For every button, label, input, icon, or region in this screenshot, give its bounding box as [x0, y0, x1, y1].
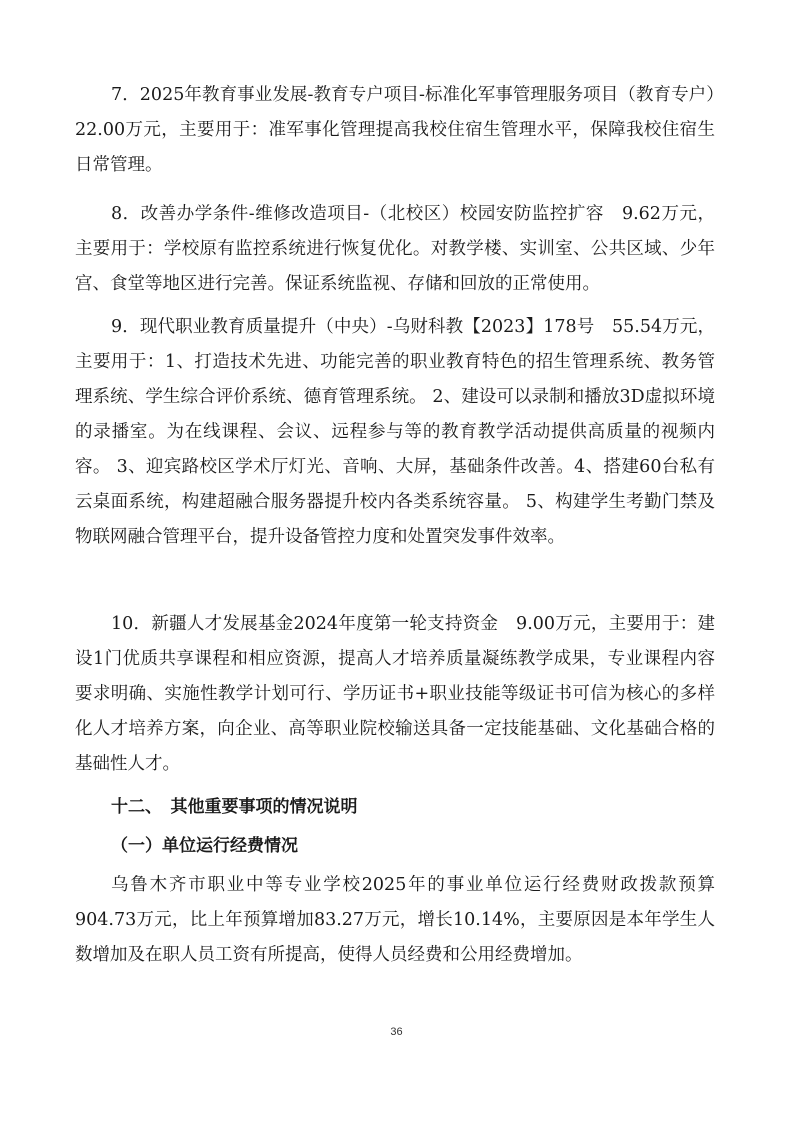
- item-9-paragraph: 9．现代职业教育质量提升（中央）-乌财科教【2023】178号 55.54万元，主要用于：1、打造技术先进、功能完善的职业教育特色的招生管理系统、教务管理系统、学生综合评价系统、德育管理系统。 2、建设可以录制和播放3D虚拟环境的录播室。为在线课程、会议、远程参与等的教育教学活动提供高质量的视频内容。 3、迎宾路校区学术厅灯光、音响、大屏，基础条件改善。4、搭建60台私有云桌面系统，构建超融合服务器提升校内各类系统容量。 5、构建学生考勤门禁及物联网融合管理平台，提升设备管控力度和处置突发事件效率。: [75, 317, 715, 547]
- item-8-paragraph: 8．改善办学条件-维修改造项目-（北校区）校园安防监控扩容 9.62万元，主要用于：学校原有监控系统进行恢复优化。对教学楼、实训室、公共区域、少年宫、食堂等地区进行完善。保证系统监视、存储和回放的正常使用。: [75, 204, 715, 294]
- item-10-paragraph: 10．新疆人才发展基金2024年度第一轮支持资金 9.00万元，主要用于：建设1门优质共享课程和相应资源，提高人才培养质量凝练教学成果，专业课程内容要求明确、实施性教学计划可行、学历证书+职业技能等级证书可信为核心的多样化人才培养方案，向企业、高等职业院校输送具备一定技能基础、文化基础合格的基础性人才。: [75, 614, 715, 774]
- page-number: 36: [390, 1026, 403, 1038]
- summary-paragraph: 乌鲁木齐市职业中等专业学校2025年的事业单位运行经费财政拨款预算904.73万元，比上年预算增加83.27万元，增长10.14%，主要原因是本年学生人数增加及在职人员工资有所提高，使得人员经费和公用经费增加。: [75, 875, 715, 965]
- subsection-heading: （一）单位运行经费情况: [111, 836, 298, 856]
- item-7-paragraph: 7．2025年教育事业发展-教育专户项目-标准化军事管理服务项目（教育专户） 22.00万元，主要用于：准军事化管理提高我校住宿生管理水平，保障我校住宿生日常管理。: [75, 85, 733, 175]
- section-heading: 十二、 其他重要事项的情况说明: [111, 797, 358, 817]
